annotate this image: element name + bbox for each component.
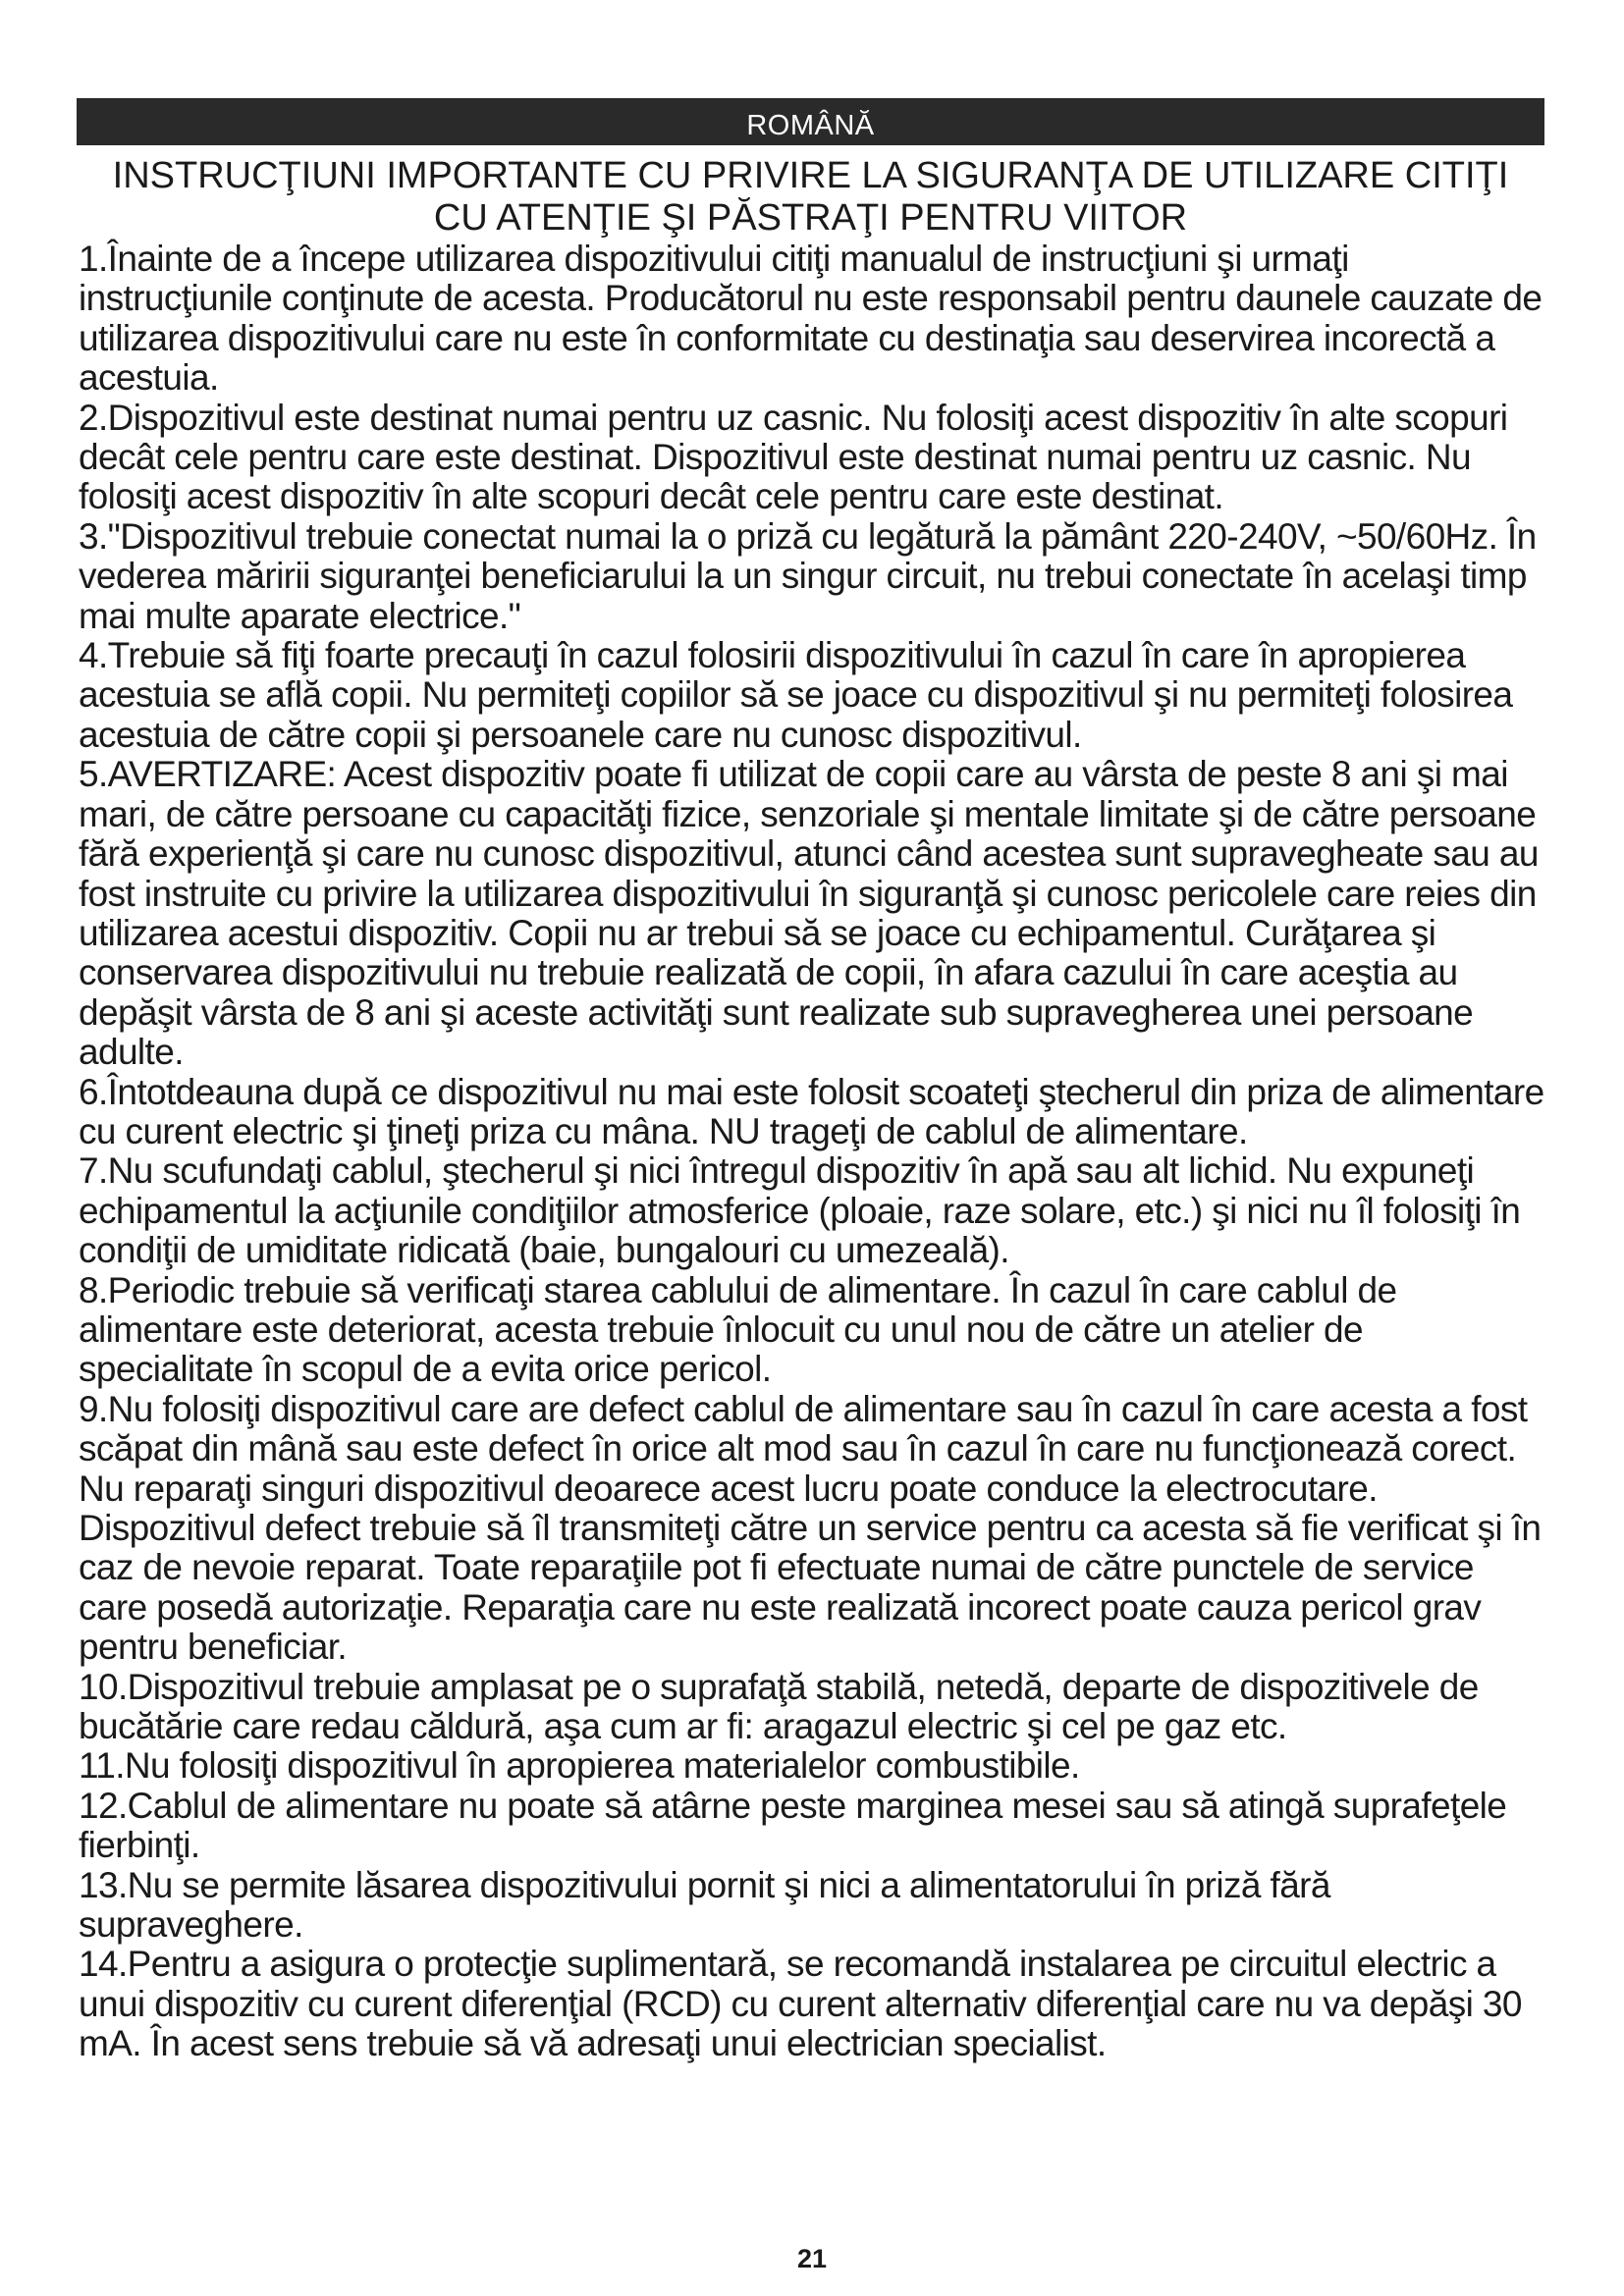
instruction-item: 12.Cablul de alimentare nu poate să atârne peste marginea mesei sau să atingă suprafeţele fierbinţi. bbox=[79, 1785, 1507, 1866]
instruction-item: 13.Nu se permite lăsarea dispozitivului pornit şi nici a alimentatorului în priză fără supraveghere. bbox=[79, 1864, 1330, 1946]
instruction-item: 14.Pentru a asigura o protecţie suplimentară, se recomandă instalarea pe circuitul electric a unui dispozitiv cu curent diferenţial (RCD) cu curent alternativ diferenţial care nu va depăşi 30 mA. În acest sens trebuie să vă adresaţi unui electrician specialist. bbox=[79, 1944, 1522, 2064]
instruction-item: 3."Dispozitivul trebuie conectat numai la o priză cu legătură la pământ 220-240V, ~50/60Hz. În vederea măririi siguranţei beneficiarului la un singur circuit, nu trebui conectate în acelaşi timp mai multe aparate electrice." bbox=[79, 515, 1537, 636]
instruction-item: 8.Periodic trebuie să verificaţi starea cablului de alimentare. În cazul în care cablul de alimentare este deteriorat, acesta trebuie înlocuit cu unul nou de către un atelier de specialitate în scopul de a evita orice pericol. bbox=[79, 1269, 1397, 1390]
instruction-item: 1.Înainte de a începe utilizarea dispozitivului citiţi manualul de instrucţiuni şi urmaţi instrucţiunile conţinute de acesta. Producătorul nu este responsabil pentru daunele cauzate de utilizarea dispozitivului care nu este în conformitate cu destinaţia sau deservirea incorectă a acestuia. bbox=[79, 239, 1543, 399]
instruction-item: 2.Dispozitivul este destinat numai pentru uz casnic. Nu folosiţi acest dispozitiv în alte scopuri decât cele pentru care este destinat. Dispozitivul este destinat numai pentru uz casnic. Nu folosiţi acest dispozitiv în alte scopuri decât cele pentru care este destinat. bbox=[79, 397, 1508, 517]
page-number: 21 bbox=[796, 2244, 828, 2273]
language-header-bar bbox=[77, 98, 1544, 145]
instruction-item: 7.Nu scufundaţi cablul, ştecherul şi nici întregul dispozitiv în apă sau alt lichid. Nu expuneţi echipamentul la acţiunile condiţiilor atmosferice (ploaie, raze solare, etc.) şi nici nu îl folosiţi în condiţii de umiditate ridicată (baie, bungalouri cu umezeală). bbox=[79, 1150, 1521, 1271]
instruction-item: 6.Întotdeauna după ce dispozitivul nu mai este folosit scoateţi ştecherul din priza de alimentare cu curent electric şi ţineţi priza cu mâna. NU trageţi de cablul de alimentare. bbox=[79, 1071, 1544, 1151]
instruction-item: 4.Trebuie să fiţi foarte precauţi în cazul folosirii dispozitivului în cazul în care în apropierea acestuia se află copii. Nu permiteţi copiilor să se joace cu dispozitivul şi nu permiteţi folosirea acestuia de către copii şi persoanele care nu cunosc dispozitivul. bbox=[79, 635, 1513, 755]
page-title: INSTRUCŢIUNI IMPORTANTE CU PRIVIRE LA SIGURANŢA DE UTILIZARE CITIŢI CU ATENŢIE ŞI PĂSTRAŢI PENTRU VIITOR bbox=[112, 155, 1509, 239]
safety-instructions-list bbox=[77, 240, 1544, 2064]
instruction-item: 10.Dispozitivul trebuie amplasat pe o suprafaţă stabilă, netedă, departe de dispozitivele de bucătărie care redau căldură, aşa cum ar fi: aragazul electric şi cel pe gaz etc. bbox=[79, 1666, 1479, 1747]
instruction-item: 9.Nu folosiţi dispozitivul care are defect cablul de alimentare sau în cazul în care acesta a fost scăpat din mână sau este defect în orice alt mod sau în cazul în care nu funcţionează corect. Nu reparaţi singuri dispozitivul deoarece acest lucru poate conduce la electrocutare. Dispozitivul defect trebuie să îl transmiteţi către un service pentru ca acesta să fie verificat şi în caz de nevoie reparat. Toate reparaţiile pot fi efectuate numai de către punctele de service care posedă autorizaţie. Reparaţia care nu este realizată incorect poate cauza pericol grav pentru beneficiar. bbox=[79, 1388, 1542, 1668]
instruction-item: 5.AVERTIZARE: Acest dispozitiv poate fi utilizat de copii care au vârsta de peste 8 ani şi mai mari, de către persoane cu capacităţi fizice, senzoriale şi mentale limitate şi de către persoane fără experienţă şi care nu cunosc dispozitivul, atunci când acestea sunt supravegheate sau au fost instruite cu privire la utilizarea dispozitivului în siguranţă şi cunosc pericolele care reies din utilizarea acestui dispozitiv. Copii nu ar trebui să se joace cu echipamentul. Curăţarea şi conservarea dispozitivului nu trebuie realizată de copii, în afara cazului în care aceştia au depăşit vârsta de 8 ani şi aceste activităţi sunt realizate sub supravegherea unei persoane adulte. bbox=[79, 754, 1539, 1073]
document-page bbox=[77, 98, 1544, 2064]
language-label: ROMÂNĂ bbox=[746, 110, 875, 141]
instruction-item: 11.Nu folosiţi dispozitivul în apropierea materialelor combustibile. bbox=[79, 1745, 1080, 1787]
